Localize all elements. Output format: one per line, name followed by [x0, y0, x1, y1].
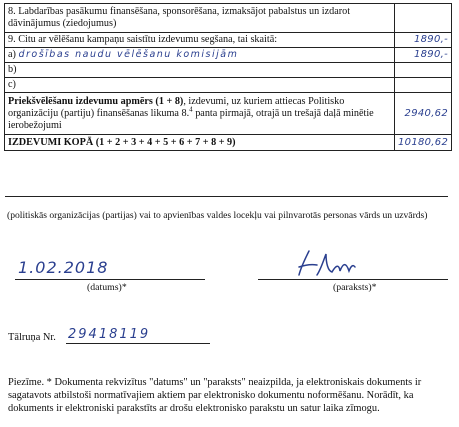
- phone-line: [66, 343, 210, 344]
- pre-election-sup: 4: [189, 105, 193, 114]
- row9c-text: c): [5, 78, 395, 93]
- total-value: [395, 135, 452, 151]
- table-row-9b: [5, 63, 452, 78]
- pre-election-value-handwritten: 2940,62: [404, 107, 448, 119]
- date-caption: (datums)*: [87, 282, 127, 293]
- row9-text: 9. Citu ar vēlēšanu kampaņu saistītu izdevumu segšana, tai skaitā:: [5, 33, 395, 48]
- date-line: [15, 279, 205, 280]
- total-text: IZDEVUMI KOPĀ (1 + 2 + 3 + 4 + 5 + 6 + 7 + 8 + 9): [5, 135, 395, 151]
- row9a-value: [395, 48, 452, 63]
- handwritten-signature: [295, 245, 375, 281]
- table-row-9a: [5, 48, 452, 63]
- pre-election-bold: Priekšvēlēšanu izdevumu apmērs (1 + 8): [8, 95, 184, 107]
- row9c-value: [395, 78, 452, 93]
- row9a-value-handwritten: 1890,-: [413, 49, 448, 60]
- phone-handwritten: 29418119: [68, 327, 151, 342]
- name-caption: (politiskās organizācijas (partijas) vai to apvienības valdes locekļu vai pilnvarotās personas vārds un uzvārds): [7, 210, 428, 221]
- row8-value: [395, 4, 452, 33]
- signature-line: [258, 279, 448, 280]
- footnote: Piezīme. * Dokumenta rekvizītus "datums" un "paraksts" neaizpilda, ja elektroniskais dokuments ir sagatavots atbilstoši normatīvajiem aktiem par elektronisko dokumentu noformēšanu. Norādīt, ka dokuments ir elektroniski parakstīts ar drošu elektronisko parakstu un satur laika zīmogu.: [8, 377, 422, 414]
- pre-election-text-2: panta pirmajā, otrajā un trešajā daļā minētie ierobežojumi: [8, 107, 374, 131]
- row9-value: [395, 33, 452, 48]
- phone-label: Tālruņa Nr.: [8, 332, 56, 343]
- pre-election-value: [395, 93, 452, 135]
- row9a-text: [5, 48, 395, 63]
- row9b-value: [395, 63, 452, 78]
- total-value-handwritten: 10180,62: [398, 136, 449, 148]
- signature-caption: (paraksts)*: [333, 282, 377, 293]
- row9a-label: a): [8, 49, 16, 60]
- pre-election-text: [5, 93, 395, 135]
- row9-value-handwritten: 1890,-: [413, 34, 448, 45]
- table-row-total: [5, 135, 452, 151]
- pre-election-text-1: , izdevumi, uz kuriem attiecas Politisko organizāciju (partiju) finansēšanas likuma 8.: [8, 95, 345, 119]
- row9b-text: b): [5, 63, 395, 78]
- row8-text: 8. Labdarības pasākumu finansēšana, sponsorēšana, izmaksājot pabalstus un izdarot dāvinājumus (ziedojumus): [5, 4, 395, 33]
- table-row-8: [5, 4, 452, 33]
- name-signature-line: [5, 196, 448, 197]
- table-row-9: [5, 33, 452, 48]
- expense-table: [4, 3, 452, 151]
- table-row-9c: [5, 78, 452, 93]
- date-handwritten: 1.02.2018: [18, 258, 109, 277]
- table-row-pre-election: [5, 93, 452, 135]
- row9a-handwritten: drošības naudu vēlēšanu komisijām: [18, 49, 239, 60]
